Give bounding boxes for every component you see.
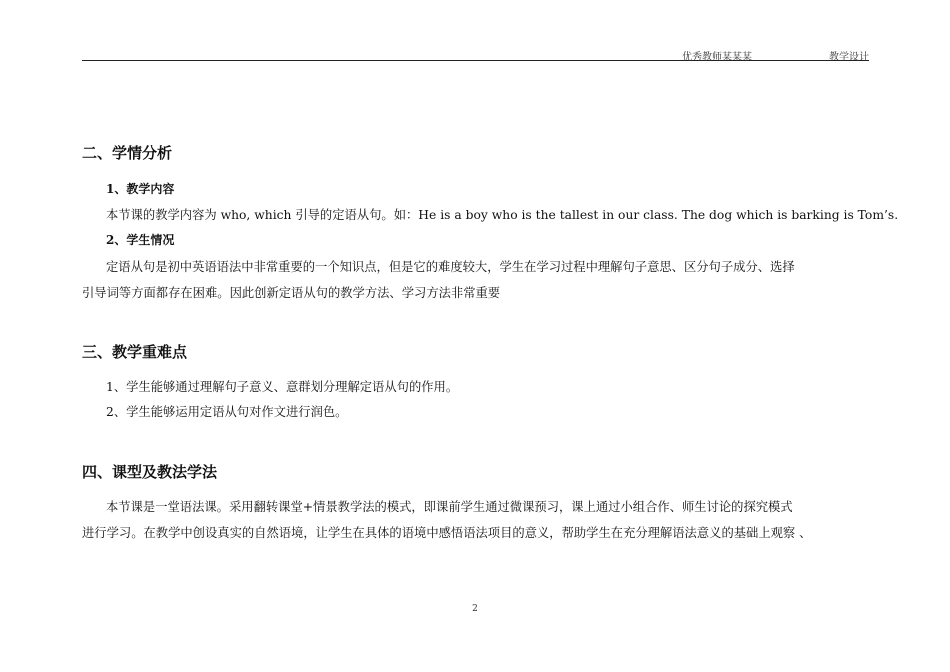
page-number: 2 [472,604,478,614]
header-author: 优秀教师某某某 [682,52,752,63]
paragraph-lesson-type-line1: 本节课是一堂语法课。采用翻转课堂+情景教学法的模式，即课前学生通过微课预习，课上通过小组合作、师生讨论的探究模式 [106,500,793,514]
paragraph-teaching-content: 本节课的教学内容为 who, which 引导的定语从句。如：He is a boy who is the tallest in our class. The dog which is barking is Tom’s. [106,208,899,222]
section-heading-learning-analysis: 二、学情分析 [82,144,173,162]
subheading-teaching-content: 1、教学内容 [106,182,175,196]
key-point-item-2: 2、学生能够运用定语从句对作文进行润色。 [106,405,348,419]
section-heading-lesson-type-methods: 四、课型及教法学法 [82,463,218,481]
paragraph-student-situation-line2: 引导词等方面都存在困难。因此创新定语从句的教学方法、学习方法非常重要 [82,286,501,300]
paragraph-lesson-type-line2: 进行学习。在教学中创设真实的自然语境，让学生在具体的语境中感悟语法项目的意义，帮助学生在充分理解语法意义的基础上观察 、 [82,526,812,540]
section-heading-key-points: 三、教学重难点 [82,343,188,361]
page-header [82,46,869,61]
paragraph-student-situation-line1: 定语从句是初中英语语法中非常重要的一个知识点，但是它的难度较大，学生在学习过程中理解句子意思、区分句子成分、选择 [106,260,795,274]
header-doc-type: 教学设计 [829,52,869,63]
subheading-student-situation: 2、学生情况 [106,233,175,247]
key-point-item-1: 1、学生能够通过理解句子意义、意群划分理解定语从句的作用。 [106,380,459,394]
